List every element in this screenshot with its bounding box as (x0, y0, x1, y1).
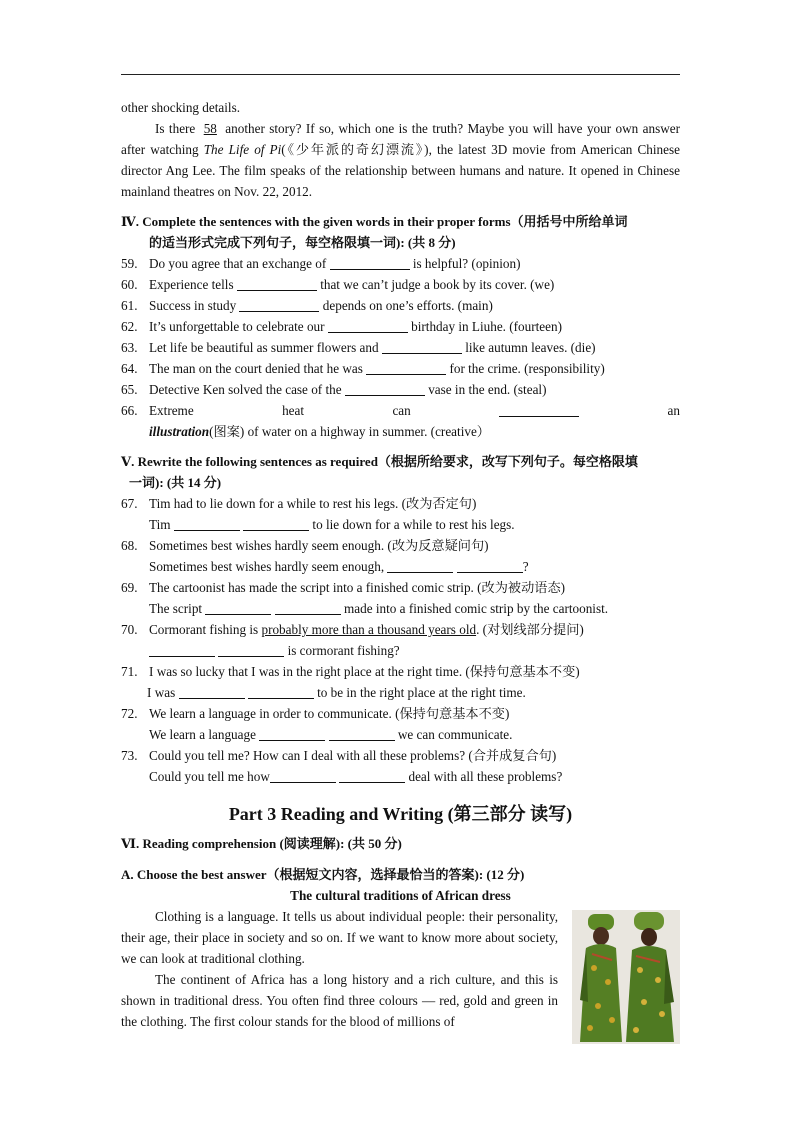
answer-blank[interactable] (387, 559, 453, 573)
answer-blank[interactable] (499, 403, 579, 417)
q66-after: (图案) of water on a highway in summer. (creative） (209, 424, 490, 439)
question-number: 63. (121, 340, 138, 355)
question-number: 71. (121, 664, 138, 679)
question-66 (121, 400, 680, 442)
question-number: 65. (121, 382, 138, 397)
question-67 (121, 493, 680, 535)
question-number: 68. (121, 538, 138, 553)
section-5-heading (121, 451, 680, 493)
question-before: It’s unforgettable to celebrate our (149, 319, 328, 334)
answer-blank[interactable] (382, 340, 462, 354)
african-dress-photo (572, 910, 680, 1044)
section-4-items (121, 253, 680, 400)
answer-blank[interactable] (149, 643, 215, 657)
rewrite-after: ? (522, 559, 529, 574)
header-rule (121, 74, 680, 75)
question-69 (121, 577, 680, 619)
question-item (121, 253, 680, 274)
rewrite-after: we can communicate. (394, 727, 513, 742)
continuation-line: other shocking details. (121, 100, 241, 115)
rewrite-before: I was (147, 685, 179, 700)
question-number: 60. (121, 277, 138, 292)
question-item (121, 316, 680, 337)
question-70 (121, 619, 680, 661)
question-before: Detective Ken solved the case of the (149, 382, 345, 397)
answer-blank[interactable] (339, 769, 405, 783)
answer-blank[interactable] (239, 298, 319, 312)
q66-keyword: illustration (149, 424, 210, 439)
question-text: The cartoonist has made the script into a finished comic strip. (改为被动语态) (149, 580, 566, 595)
question-number: 72. (121, 706, 138, 721)
rewrite-before: The script (149, 601, 206, 616)
question-number: 73. (121, 748, 138, 763)
answer-blank[interactable] (329, 727, 395, 741)
question-after: is helpful? (opinion) (409, 256, 521, 271)
rewrite-after: is cormorant fishing? (284, 643, 400, 658)
question-number: 67. (121, 496, 138, 511)
question-number: 69. (121, 580, 138, 595)
p1-after: (《少年派的奇幻漂流》), the latest 3D movie from American Chinese director Ang Lee. The film speaks of the relationship between humans and nature. It opened in Chinese mainland theatres on Nov. 22, 2012. (121, 142, 680, 199)
question-text: Sometimes best wishes hardly seem enough. (改为反意疑问句) (149, 538, 489, 553)
question-before: Let life be beautiful as summer flowers and (149, 340, 382, 355)
question-text: We learn a language in order to communicate. (保持句意基本不变) (149, 706, 510, 721)
answer-blank[interactable] (457, 559, 523, 573)
question-item (121, 274, 680, 295)
underlined-phrase: probably more than a thousand years old (261, 622, 477, 637)
question-after: vase in the end. (steal) (424, 382, 547, 397)
page-content (121, 97, 680, 1044)
answer-blank[interactable] (328, 319, 408, 333)
question-item (121, 295, 680, 316)
question-after: birthday in Liuhe. (fourteen) (407, 319, 562, 334)
q66-mid: an (579, 403, 680, 418)
question-number: 64. (121, 361, 138, 376)
passage-body (121, 906, 680, 1044)
question-before: Success in study (149, 298, 240, 313)
movie-title: The Life of Pi (203, 142, 282, 157)
question-72 (121, 703, 680, 745)
answer-blank[interactable] (218, 643, 284, 657)
passage-paragraph-2: The continent of Africa has a long history and a rich culture, and this is shown in traditional dress. You often find three colours — red, gold and green in the clothing. The first colour stands for the blood of millions of (121, 972, 558, 1029)
question-text: Could you tell me? How can I deal with all these problems? (合并成复合句) (149, 748, 557, 763)
answer-blank[interactable] (237, 277, 317, 291)
passage-paragraph-1: Clothing is a language. It tells us about individual people: their personality, their age, their place in society and so on. If we want to know more about society, we can look at traditional clothing. (121, 909, 558, 966)
passage-title: The cultural traditions of African dress (290, 888, 511, 903)
question-text-before: Cormorant fishing is (149, 622, 262, 637)
answer-blank[interactable] (345, 382, 425, 396)
question-number: 66. (121, 403, 138, 418)
answer-blank[interactable] (243, 517, 309, 531)
question-73 (121, 745, 680, 787)
rewrite-before: We learn a language (149, 727, 260, 742)
question-number: 62. (121, 319, 138, 334)
question-text: Tim had to lie down for a while to rest his legs. (改为否定句) (149, 496, 477, 511)
section-a-heading: A. Choose the best answer（根据短文内容，选择最恰当的答案): (12 分) (121, 867, 525, 882)
question-after: that we can’t judge a book by its cover. (we) (316, 277, 555, 292)
answer-blank[interactable] (330, 256, 410, 270)
question-after: depends on one’s efforts. (main) (319, 298, 493, 313)
question-item (121, 358, 680, 379)
answer-blank[interactable] (205, 601, 271, 615)
rewrite-after: deal with all these problems? (405, 769, 563, 784)
section-6-heading: Ⅵ. Reading comprehension (阅读理解): (共 50 分) (121, 836, 402, 851)
answer-blank[interactable] (259, 727, 325, 741)
answer-blank[interactable] (179, 685, 245, 699)
section-4-heading-line1: Ⅳ. Complete the sentences with the given words in their proper forms（用括号中所给单词 (121, 214, 628, 229)
rewrite-after: to be in the right place at the right time. (313, 685, 526, 700)
question-before: Do you agree that an exchange of (149, 256, 330, 271)
question-number: 59. (121, 256, 138, 271)
rewrite-before: Could you tell me how (149, 769, 270, 784)
section-5-heading-line2: 一词): (共 14 分) (129, 475, 222, 490)
question-text: I was so lucky that I was in the right place at the right time. (保持句意基本不变) (149, 664, 580, 679)
question-after: for the crime. (responsibility) (446, 361, 605, 376)
question-item (121, 337, 680, 358)
part-3-title: Part 3 Reading and Writing (第三部分 读写) (228, 804, 573, 824)
question-before: The man on the court denied that he was (149, 361, 367, 376)
question-68 (121, 535, 680, 577)
intro-paragraph (121, 118, 680, 202)
section-5-heading-line1: Ⅴ. Rewrite the following sentences as required（根据所给要求，改写下列句子。每空格限填 (121, 454, 638, 469)
answer-blank[interactable] (275, 601, 341, 615)
rewrite-after: to lie down for a while to rest his legs. (309, 517, 515, 532)
question-text-after: . (对划线部分提问) (476, 622, 584, 637)
question-number: 70. (121, 622, 138, 637)
rewrite-before: Sometimes best wishes hardly seem enough, (149, 559, 388, 574)
question-number: 61. (121, 298, 138, 313)
answer-blank[interactable] (270, 769, 336, 783)
answer-blank[interactable] (366, 361, 446, 375)
section-4-heading-line2: 的适当形式完成下列句子，每空格限填一词): (共 8 分) (149, 235, 456, 250)
section-4-heading (121, 211, 680, 253)
rewrite-after: made into a finished comic strip by the cartoonist. (340, 601, 609, 616)
question-after: like autumn leaves. (die) (461, 340, 596, 355)
answer-blank[interactable] (248, 685, 314, 699)
p1-before: Is there (155, 121, 200, 136)
q66-before: Extreme heat can (149, 403, 500, 418)
p1-mid: another story? If so, which one is the truth? Maybe you will have your own answer after watching (121, 121, 680, 157)
answer-blank[interactable] (174, 517, 240, 531)
blank-58: 58 (203, 121, 217, 136)
question-item (121, 379, 680, 400)
question-before: Experience tells (149, 277, 237, 292)
question-71 (121, 661, 680, 703)
rewrite-before: Tim (149, 517, 174, 532)
